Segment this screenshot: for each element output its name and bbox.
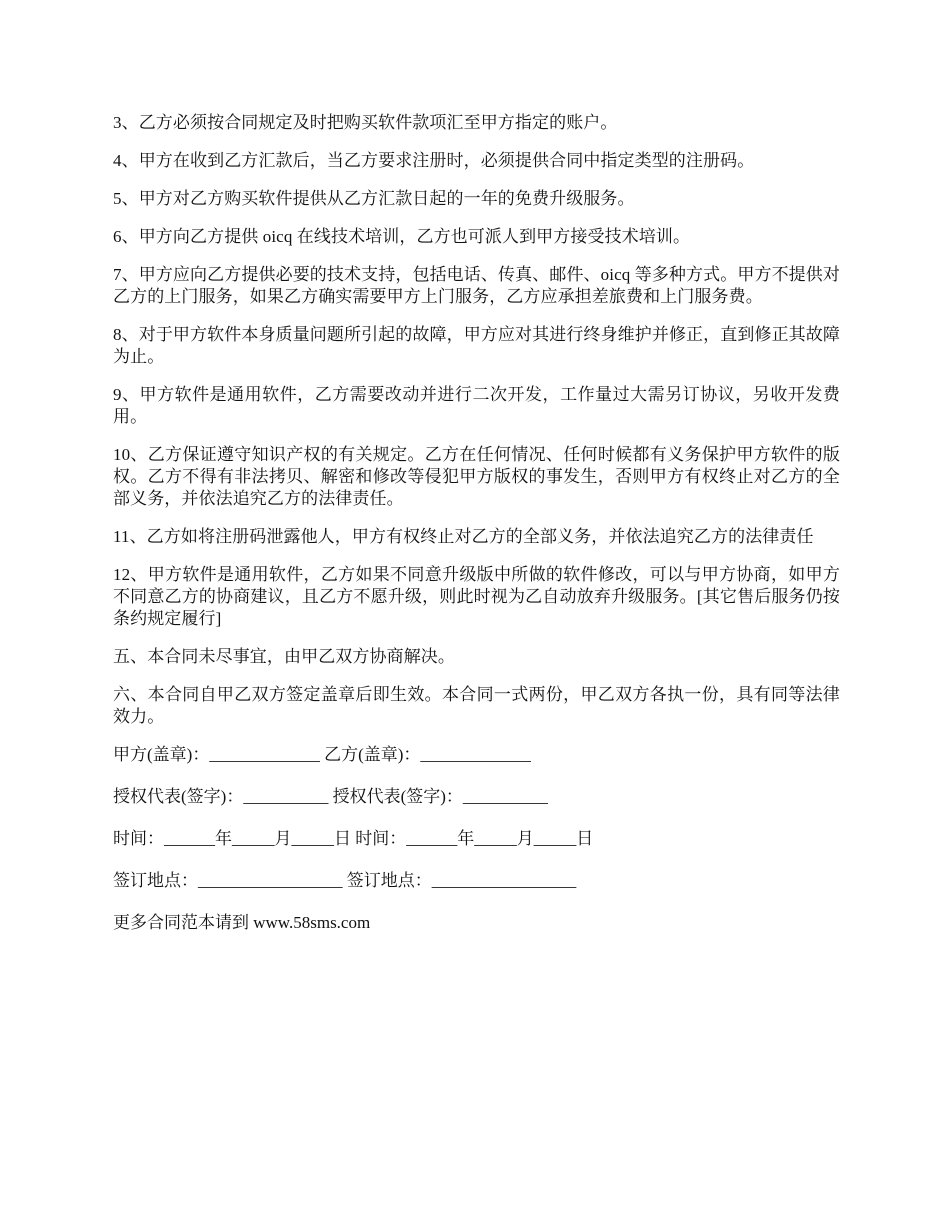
clause-4: 4、甲方在收到乙方汇款后，当乙方要求注册时，必须提供合同中指定类型的注册码。: [113, 151, 755, 170]
clause-8: 8、对于甲方软件本身质量问题所引起的故障，甲方应对其进行终身维护并修正，直到修正其故障为止。: [113, 325, 840, 366]
clause-3: 3、乙方必须按合同规定及时把购买软件款项汇至甲方指定的账户。: [113, 113, 618, 132]
clause-9: 9、甲方软件是通用软件，乙方需要改动并进行二次开发，工作量过大需另订协议，另收开发费用。: [113, 385, 840, 426]
clause-7: 7、甲方应向乙方提供必要的技术支持，包括电话、传真、邮件、oicq 等多种方式。甲方不提供对乙方的上门服务，如果乙方确实需要甲方上门服务，乙方应承担差旅费和上门服务费。: [113, 265, 840, 306]
seal-line: 甲方(盖章)：_____________ 乙方(盖章)：_____________: [113, 745, 531, 764]
clause-11: 11、乙方如将注册码泄露他人，甲方有权终止对乙方的全部义务，并依法追究乙方的法律责任: [113, 527, 814, 546]
clause-12: 12、甲方软件是通用软件，乙方如果不同意升级版中所做的软件修改，可以与甲方协商，如甲方不同意乙方的协商建议，且乙方不愿升级，则此时视为乙自动放弃升级服务。[其它售后服务仍按条约规定履行]: [113, 565, 840, 628]
clause-6: 6、甲方向乙方提供 oicq 在线技术培训，乙方也可派人到甲方接受技术培训。: [113, 227, 691, 246]
section-six: 六、本合同自甲乙双方签定盖章后即生效。本合同一式两份，甲乙双方各执一份，具有同等法律效力。: [113, 685, 840, 726]
place-line: 签订地点：_________________ 签订地点：_________________: [113, 871, 577, 890]
date-line: 时间：______年_____月_____日 时间：______年_____月_____日: [113, 829, 594, 848]
clause-5: 5、甲方对乙方购买软件提供从乙方汇款日起的一年的免费升级服务。: [113, 189, 635, 208]
contract-page: [113, 112, 840, 934]
clause-10: 10、乙方保证遵守知识产权的有关规定。乙方在任何情况、任何时候都有义务保护甲方软件的版权。乙方不得有非法拷贝、解密和修改等侵犯甲方版权的事发生，否则甲方有权终止对乙方的全部义务，并依法追究乙方的法律责任。: [113, 445, 840, 508]
section-five: 五、本合同未尽事宜，由甲乙双方协商解决。: [113, 647, 455, 666]
representative-line: 授权代表(签字)：__________ 授权代表(签字)：__________: [113, 787, 548, 806]
footer-link-text: 更多合同范本请到 www.58sms.com: [113, 913, 371, 932]
